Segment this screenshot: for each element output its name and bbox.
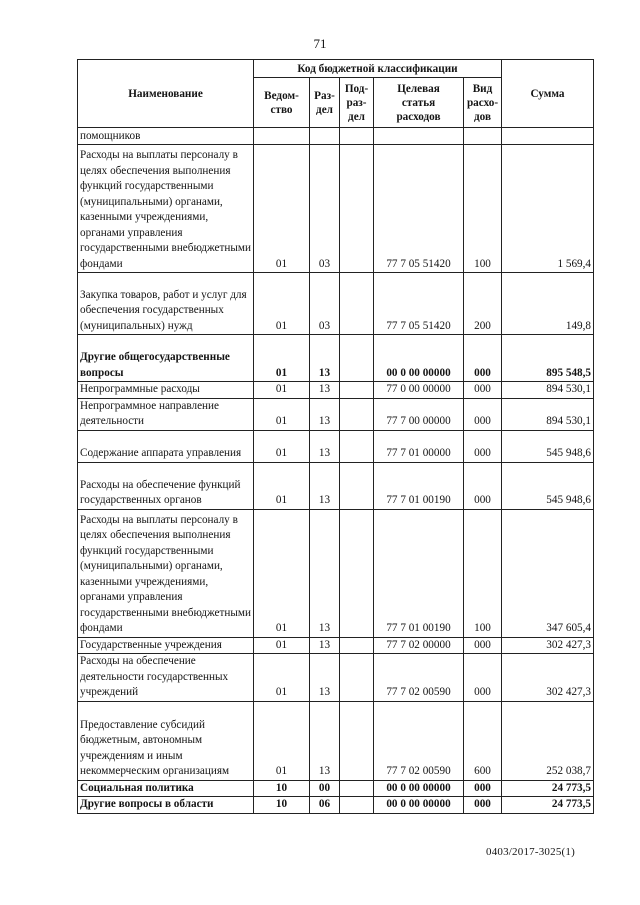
header-podrazdel: Под- раз- дел — [340, 78, 374, 128]
cell-sum: 545 948,6 — [502, 430, 594, 462]
cell-razdel: 13 — [310, 335, 340, 382]
cell-expense-type: 100 — [464, 145, 502, 273]
cell-razdel: 13 — [310, 382, 340, 399]
cell-name: Расходы на выплаты персоналу в целях обеспечения выполнения функций государственными (муниципальными) органами, казенными учреждениями, органами управления государственными внебюджетными фондами — [78, 509, 254, 637]
header-razdel: Раз- дел — [310, 78, 340, 128]
cell-expense-type: 000 — [464, 462, 502, 509]
cell-podrazdel — [340, 128, 374, 145]
cell-name: Другие вопросы в области — [78, 797, 254, 814]
cell-podrazdel — [340, 273, 374, 335]
table-header — [78, 60, 594, 128]
cell-razdel: 00 — [310, 780, 340, 797]
cell-podrazdel — [340, 637, 374, 654]
cell-vedomstvo: 01 — [254, 145, 310, 273]
cell-vedomstvo — [254, 128, 310, 145]
cell-vedomstvo: 10 — [254, 780, 310, 797]
cell-sum: 895 548,5 — [502, 335, 594, 382]
cell-sum: 252 038,7 — [502, 701, 594, 780]
cell-expense-type: 000 — [464, 335, 502, 382]
cell-expense-type: 000 — [464, 654, 502, 702]
cell-vedomstvo: 01 — [254, 273, 310, 335]
cell-name: Непрограммные расходы — [78, 382, 254, 399]
header-classification-code: Код бюджетной классификации — [254, 60, 502, 78]
cell-razdel: 13 — [310, 654, 340, 702]
cell-target-article: 77 7 02 00590 — [374, 701, 464, 780]
table-row — [78, 701, 594, 780]
cell-name: Закупка товаров, работ и услуг для обеспечения государственных (муниципальных) нужд — [78, 273, 254, 335]
cell-name: Непрограммное направление деятельности — [78, 398, 254, 430]
cell-vedomstvo: 01 — [254, 509, 310, 637]
cell-sum: 347 605,4 — [502, 509, 594, 637]
cell-sum — [502, 128, 594, 145]
cell-expense-type: 000 — [464, 382, 502, 399]
cell-podrazdel — [340, 509, 374, 637]
cell-target-article: 00 0 00 00000 — [374, 780, 464, 797]
header-target-article: Целевая статья расходов — [374, 78, 464, 128]
cell-target-article: 77 7 02 00590 — [374, 654, 464, 702]
table-row — [78, 335, 594, 382]
table-row — [78, 430, 594, 462]
cell-target-article: 77 7 05 51420 — [374, 145, 464, 273]
cell-expense-type — [464, 128, 502, 145]
cell-vedomstvo: 01 — [254, 701, 310, 780]
cell-name: Другие общегосударственные вопросы — [78, 335, 254, 382]
cell-razdel: 13 — [310, 701, 340, 780]
cell-razdel: 06 — [310, 797, 340, 814]
cell-podrazdel — [340, 462, 374, 509]
cell-vedomstvo: 01 — [254, 335, 310, 382]
cell-target-article: 00 0 00 00000 — [374, 797, 464, 814]
cell-razdel: 13 — [310, 637, 340, 654]
cell-expense-type: 000 — [464, 398, 502, 430]
cell-razdel: 03 — [310, 145, 340, 273]
cell-podrazdel — [340, 430, 374, 462]
header-name: Наименование — [78, 60, 254, 128]
cell-sum: 545 948,6 — [502, 462, 594, 509]
cell-vedomstvo: 01 — [254, 430, 310, 462]
cell-podrazdel — [340, 797, 374, 814]
cell-vedomstvo: 01 — [254, 398, 310, 430]
budget-table — [77, 59, 594, 814]
cell-target-article: 77 7 00 00000 — [374, 398, 464, 430]
cell-expense-type: 100 — [464, 509, 502, 637]
cell-razdel: 03 — [310, 273, 340, 335]
table-row — [78, 780, 594, 797]
document-code: 0403/2017-3025(1) — [486, 846, 575, 858]
cell-sum: 149,8 — [502, 273, 594, 335]
cell-target-article: 77 7 01 00190 — [374, 509, 464, 637]
cell-vedomstvo: 01 — [254, 654, 310, 702]
cell-expense-type: 000 — [464, 780, 502, 797]
cell-name: Предоставление субсидий бюджетным, автономным учреждениям и иным некоммерческим организациям — [78, 701, 254, 780]
cell-vedomstvo: 01 — [254, 637, 310, 654]
cell-podrazdel — [340, 398, 374, 430]
cell-vedomstvo: 01 — [254, 462, 310, 509]
cell-expense-type: 000 — [464, 430, 502, 462]
table-row — [78, 128, 594, 145]
cell-expense-type: 000 — [464, 797, 502, 814]
cell-razdel: 13 — [310, 398, 340, 430]
table-row — [78, 637, 594, 654]
cell-name: Государственные учреждения — [78, 637, 254, 654]
cell-podrazdel — [340, 780, 374, 797]
cell-podrazdel — [340, 701, 374, 780]
cell-sum: 894 530,1 — [502, 398, 594, 430]
table-body — [78, 128, 594, 814]
cell-sum: 24 773,5 — [502, 797, 594, 814]
cell-razdel: 13 — [310, 462, 340, 509]
cell-razdel — [310, 128, 340, 145]
cell-razdel: 13 — [310, 509, 340, 637]
cell-sum: 1 569,4 — [502, 145, 594, 273]
cell-target-article: 77 7 01 00000 — [374, 430, 464, 462]
header-expense-type: Вид расхо- дов — [464, 78, 502, 128]
table-row — [78, 797, 594, 814]
cell-target-article: 00 0 00 00000 — [374, 335, 464, 382]
cell-name: Расходы на выплаты персоналу в целях обеспечения выполнения функций государственными (муниципальными) органами, казенными учреждениями, органами управления государственными внебюджетными фондами — [78, 145, 254, 273]
cell-target-article: 77 0 00 00000 — [374, 382, 464, 399]
cell-podrazdel — [340, 335, 374, 382]
cell-sum: 24 773,5 — [502, 780, 594, 797]
cell-vedomstvo: 10 — [254, 797, 310, 814]
table-row — [78, 509, 594, 637]
cell-sum: 302 427,3 — [502, 654, 594, 702]
table-row — [78, 462, 594, 509]
cell-name: помощников — [78, 128, 254, 145]
table-row — [78, 654, 594, 702]
cell-podrazdel — [340, 654, 374, 702]
cell-target-article: 77 7 01 00190 — [374, 462, 464, 509]
table-row — [78, 382, 594, 399]
cell-target-article: 77 7 02 00000 — [374, 637, 464, 654]
table-row — [78, 145, 594, 273]
cell-vedomstvo: 01 — [254, 382, 310, 399]
cell-sum: 894 530,1 — [502, 382, 594, 399]
page-number: 71 — [313, 36, 327, 51]
cell-podrazdel — [340, 145, 374, 273]
cell-razdel: 13 — [310, 430, 340, 462]
table-row — [78, 398, 594, 430]
cell-podrazdel — [340, 382, 374, 399]
cell-target-article: 77 7 05 51420 — [374, 273, 464, 335]
cell-expense-type: 600 — [464, 701, 502, 780]
cell-name: Расходы на обеспечение деятельности государственных учреждений — [78, 654, 254, 702]
table-row — [78, 273, 594, 335]
cell-name: Расходы на обеспечение функций государственных органов — [78, 462, 254, 509]
cell-name: Социальная политика — [78, 780, 254, 797]
header-vedomstvo: Ведом- ство — [254, 78, 310, 128]
cell-target-article — [374, 128, 464, 145]
cell-expense-type: 200 — [464, 273, 502, 335]
cell-expense-type: 000 — [464, 637, 502, 654]
cell-name: Содержание аппарата управления — [78, 430, 254, 462]
cell-sum: 302 427,3 — [502, 637, 594, 654]
header-sum: Сумма — [502, 60, 594, 128]
